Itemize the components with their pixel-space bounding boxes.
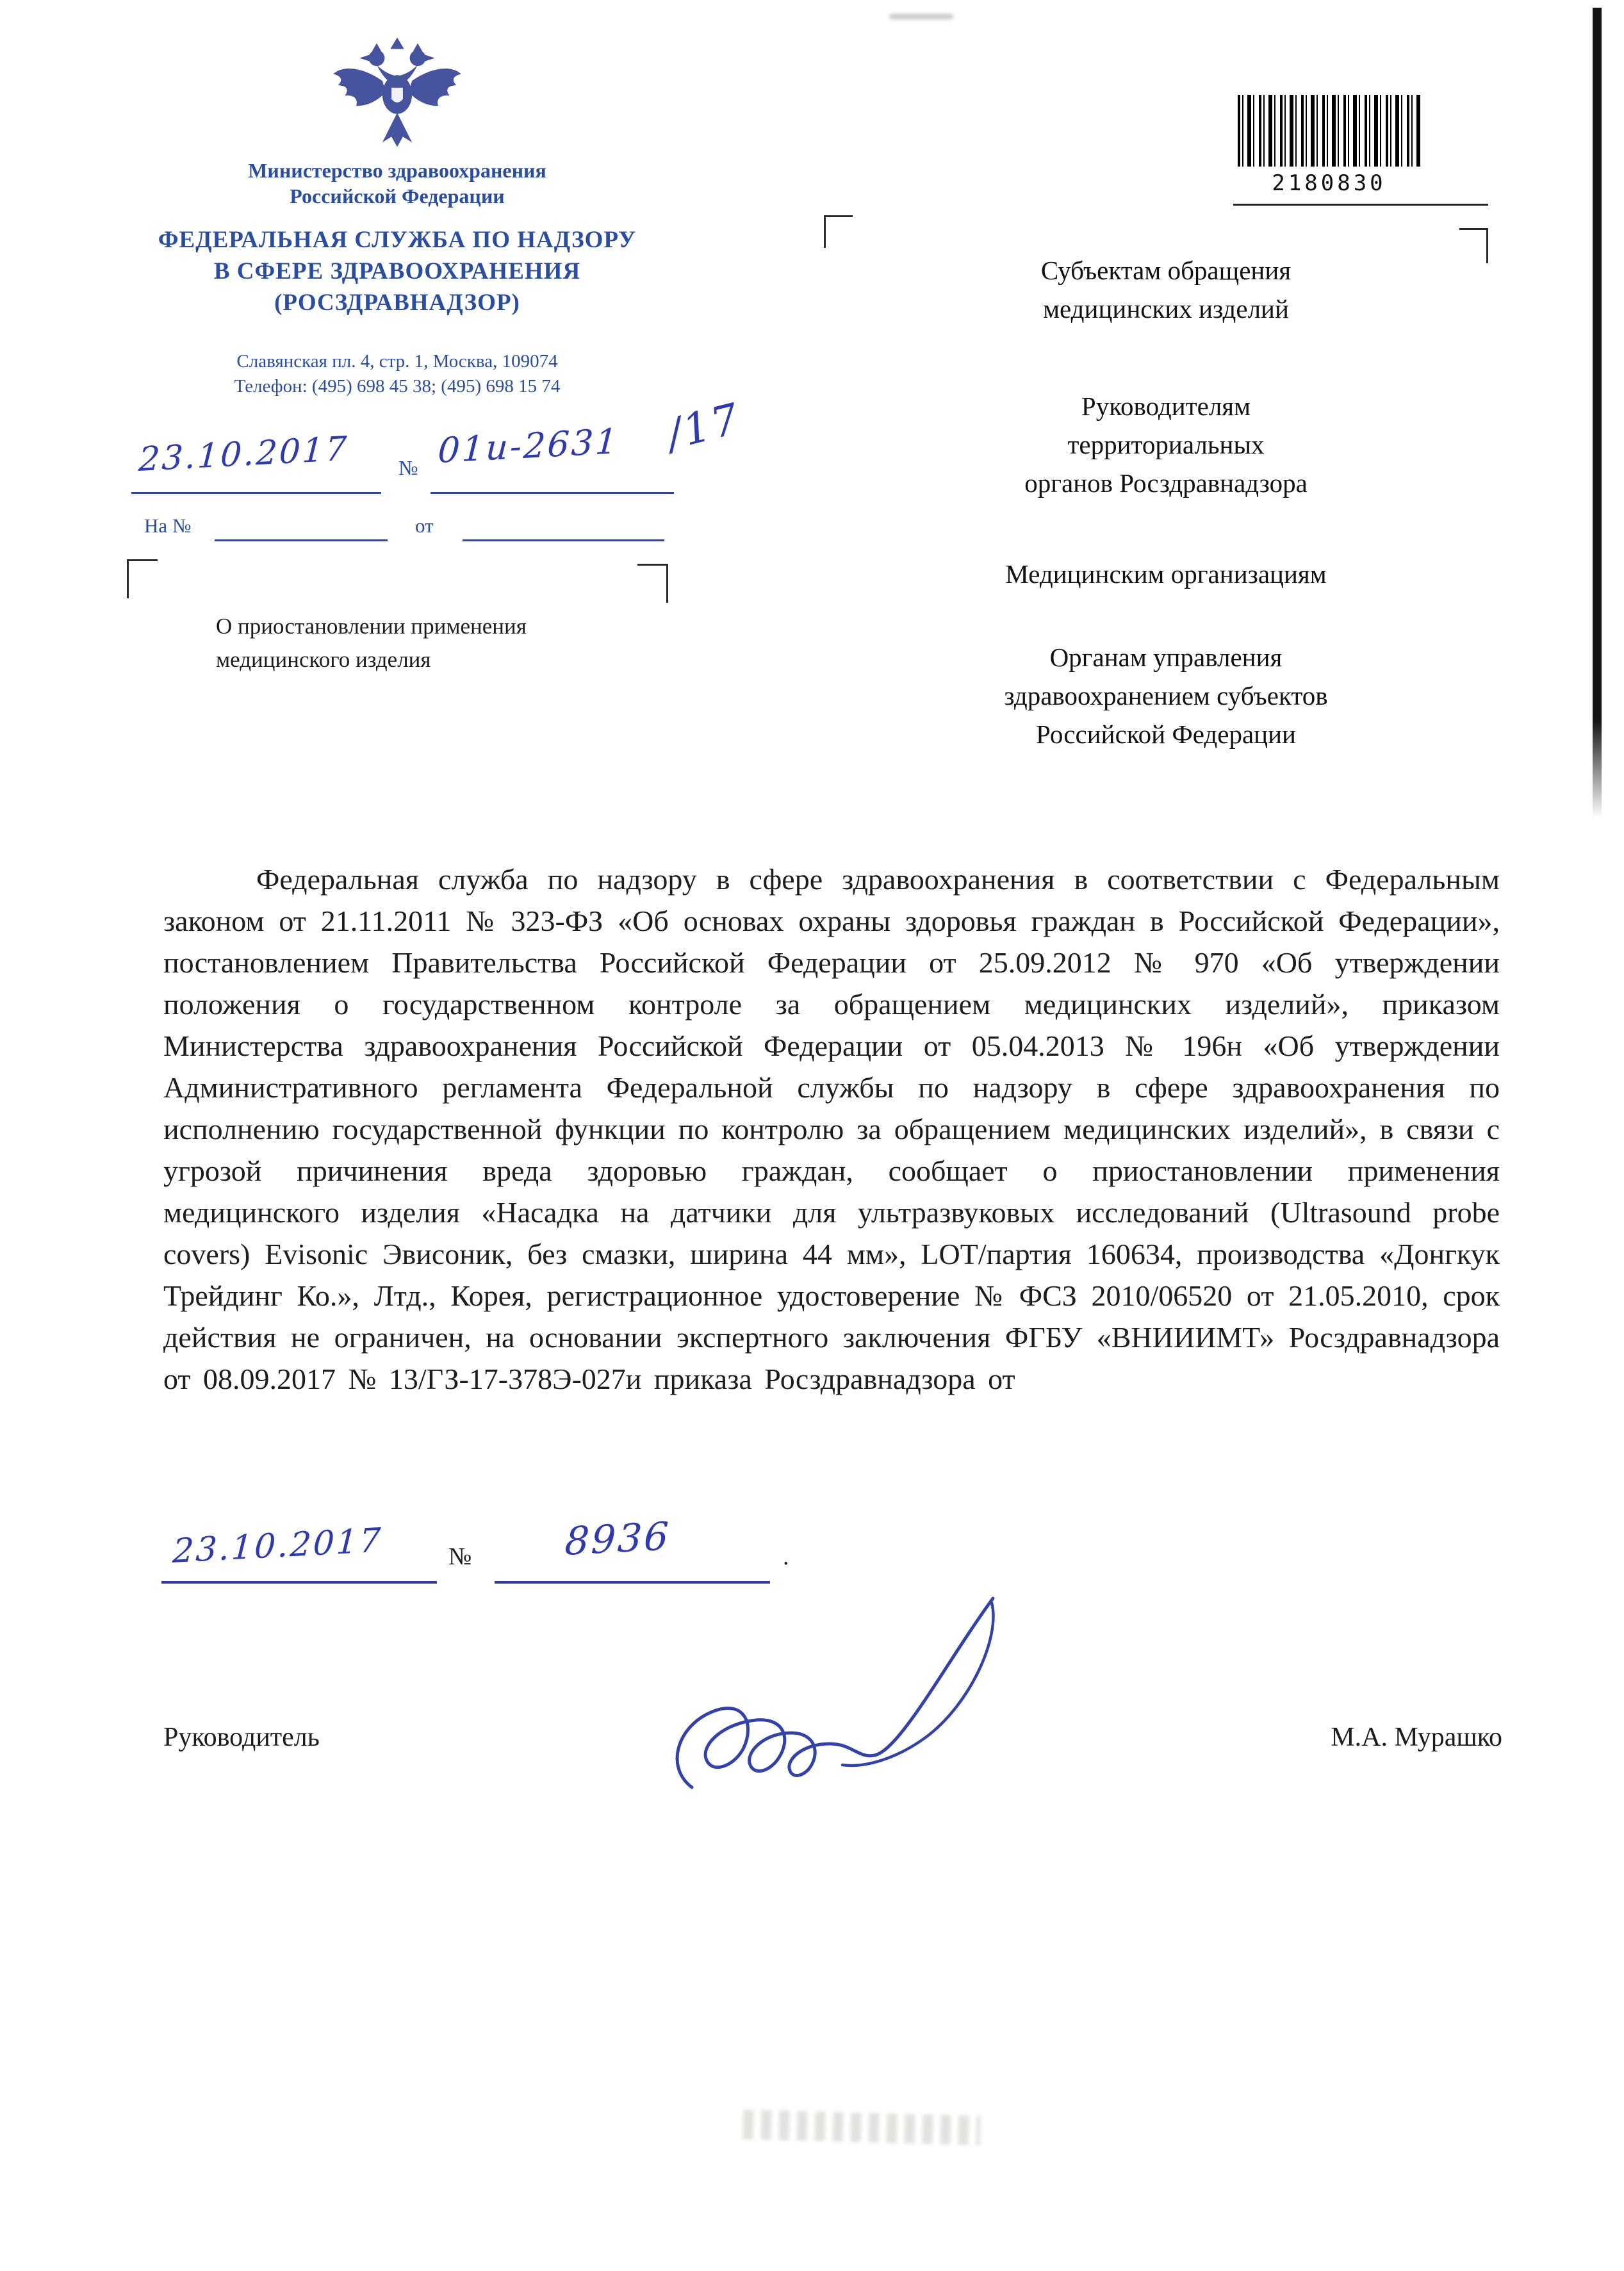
addressee-line: Органам управления (1049, 643, 1283, 672)
letter-subject (216, 610, 527, 676)
order-date-underline (161, 1581, 437, 1584)
reply-number-blank-underline (215, 539, 388, 541)
signer-position: Руководитель (163, 1723, 320, 1752)
barcode-icon (1238, 95, 1420, 167)
subject-line1: О приостановлении применения (216, 614, 527, 639)
scan-smudge (889, 14, 953, 19)
addressee-line: территориальных (1067, 430, 1265, 459)
outgoing-number-suffix-handwritten: /17 (662, 393, 746, 459)
order-sentence-period: . (783, 1543, 789, 1570)
addressee-field-corner-left (824, 215, 853, 248)
letterhead (96, 35, 698, 399)
service-name-line3: (РОСЗДРАВНАДЗОР) (274, 290, 520, 316)
ministry-name-line1: Министерство здравоохранения (248, 159, 546, 182)
scan-edge-artifact (1593, 8, 1602, 818)
addressee-line: Российской Федерации (1036, 719, 1296, 749)
date-underline (131, 492, 381, 494)
reply-date-blank-underline (463, 539, 664, 541)
letter-body: Федеральная служба по надзору в сфере здравоохранения в соответствии с Федеральным законом от 21.11.2011 № 323-ФЗ «Об основах охраны здоровья граждан в Российской Федерации», постановлением Правительства Российской Федерации от 25.09.2012 № 970 «Об утверждении положения о государственном контроле за обращением медицинских изделий», приказом Министерства здравоохранения Российской Федерации от 05.04.2013 № 196н «Об утверждении Административного регламента Федеральной службы по надзору в сфере здравоохранения по исполнению государственной функции по контролю за обращением медицинских изделий», в связи с угрозой причинения вреда здоровью граждан, сообщает о приостановлении применения медицинского изделия «Насадка на датчики для ультразвуковых исследований (Ultrasound probe covers) Evisonic Эвисоник, без смазки, ширина 44 мм», LOT/партия 160634, производства «Донгкук Трейдинг Ко.», Лтд., Корея, регистрационное удостоверение № ФСЗ 2010/06520 от 21.05.2010, срок действия не ограничен, на основании экспертного заключения ФГБУ «ВНИИИМТ» Росздравнадзора от 08.09.2017 № 13/ГЗ-17-378Э-027и приказа Росздравнадзора от (163, 863, 1500, 1395)
addressee-line: медицинских изделий (1043, 294, 1289, 324)
addressee-group-2 (862, 387, 1470, 502)
addressee-group-1 (862, 251, 1470, 328)
outgoing-number-handwritten: 01и-2631 (437, 420, 621, 471)
signature-ink (647, 1573, 1044, 1823)
reply-to-number-label: На № (144, 514, 192, 537)
addressee-group-3 (862, 555, 1470, 593)
postal-address: Славянская пл. 4, стр. 1, Москва, 109074 (236, 351, 558, 372)
addressee-line: органов Росздравнадзора (1024, 468, 1308, 498)
order-number-handwritten: 8936 (564, 1514, 672, 1564)
service-name-line2: В СФЕРЕ ЗДРАВООХРАНЕНИЯ (213, 258, 581, 284)
russian-coat-of-arms-icon (327, 35, 468, 154)
addressee-group-4 (862, 638, 1470, 753)
ministry-name-line2: Российской Федерации (290, 184, 505, 208)
outgoing-date-handwritten: 23.10.2017 (138, 429, 350, 479)
barcode-underline (1233, 204, 1488, 206)
subject-field-corner-right (637, 564, 668, 603)
subject-field-corner-left (127, 559, 158, 598)
phone-line: Телефон: (495) 698 45 38; (495) 698 15 74 (234, 376, 561, 397)
number-underline (431, 492, 674, 494)
addressee-line: Руководителям (1081, 391, 1251, 421)
signer-name: М.А. Мурашко (1331, 1723, 1502, 1752)
subject-line2: медицинского изделия (216, 647, 431, 672)
reply-from-date-label: от (415, 514, 434, 537)
ink-bleedthrough (742, 2110, 980, 2145)
addressee-line: здравоохранением субъектов (1004, 681, 1328, 710)
addressee-line: Субъектам обращения (1040, 256, 1292, 285)
addressee-line: Медицинским организациям (1005, 559, 1327, 589)
barcode-number: 2180830 (1272, 170, 1386, 196)
order-date-handwritten: 23.10.2017 (172, 1521, 384, 1571)
order-number-sign-label: № (448, 1543, 472, 1570)
service-name-line1: ФЕДЕРАЛЬНАЯ СЛУЖБА ПО НАДЗОРУ (158, 227, 637, 253)
number-sign-label: № (398, 456, 418, 479)
